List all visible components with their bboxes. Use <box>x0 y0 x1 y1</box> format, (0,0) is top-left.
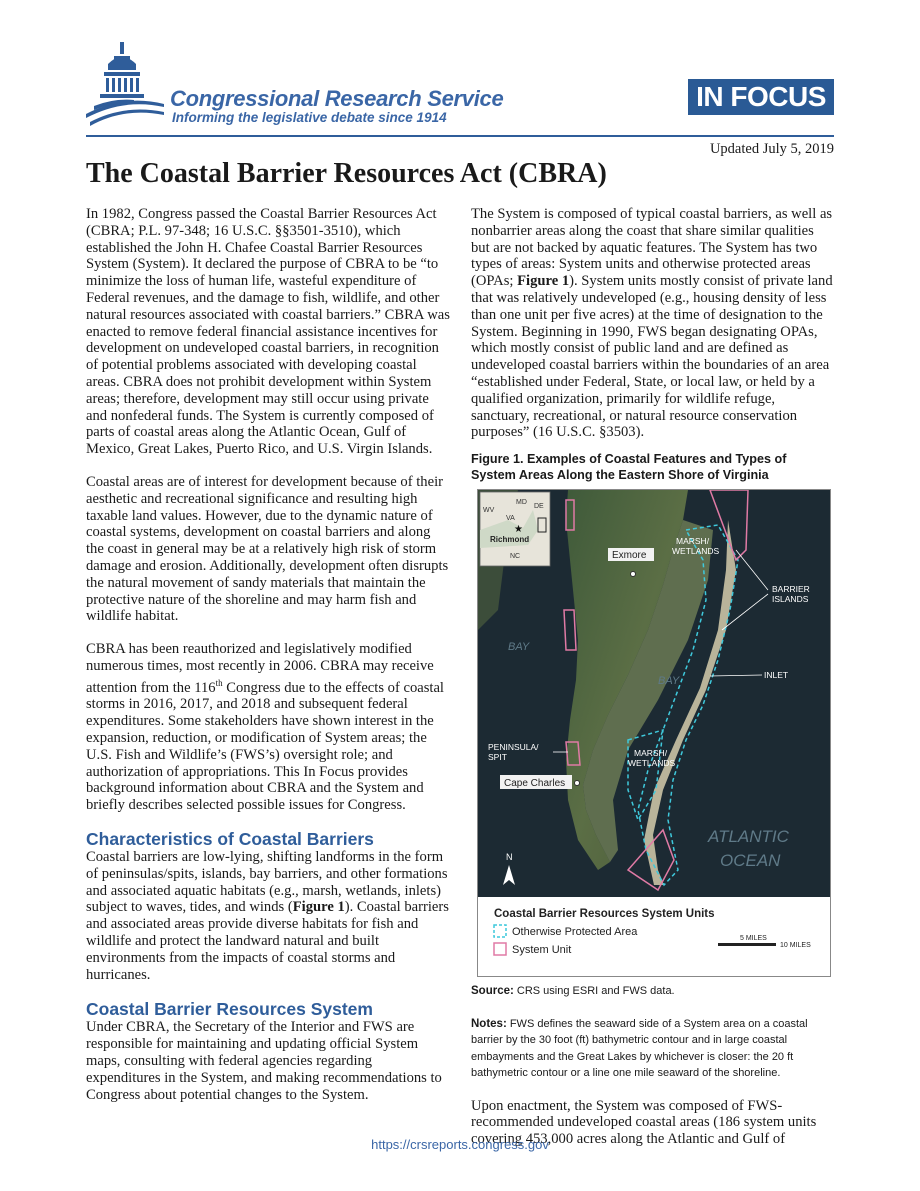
label-barrier-1: BARRIER <box>772 584 810 595</box>
characteristics-paragraph <box>86 849 450 983</box>
page-title: The Coastal Barrier Resources Act (CBRA) <box>86 158 607 189</box>
label-inlet: INLET <box>764 670 789 681</box>
header-divider <box>86 135 834 137</box>
right-column <box>471 206 833 1164</box>
source-label: Source: <box>471 985 514 998</box>
system-paragraph: Under CBRA, the Secretary of the Interior and FWS are responsible for maintaining and updating official System maps, consulting with federal agencies regarding expenditures in the System, and making recommendations to Congress about potential changes to the System. <box>86 1019 442 1103</box>
inset-label-wv: WV <box>483 507 495 515</box>
legend-unit-label: System Unit <box>512 944 572 957</box>
system-types-text-b: ). System units mostly consist of private land that was relatively undeveloped (e.g., housing density of less than one unit per five acres) at the time of designation to the System. Beginning in 1990, FWS began designating OPAs, which mostly consist of public land and are defined as undeveloped coastal barriers within the boundaries of an area “established under Federal, State, or local law, or held by a qualified organization, primarily for wildlife refuge, sanctuary, recreational, or natural resource conservation purposes” (16 U.S.C. §3503). <box>471 273 833 441</box>
inset-label-va: VA <box>506 515 515 523</box>
development-paragraph: Coastal areas are of interest for development because of their aesthetic and recreational significance and resulting high taxable land values. However, due to the dynamic nature of coastal systems, development on coastal barriers and along the coast in general may be at a relatively high risk of storm damage and erosion. Additionally, development often disrupts the natural movement of sandy materials that maintain the protective nature of the shoreline and may harm fish and wildlife habitat. <box>86 473 449 625</box>
label-peninsula-1: PENINSULA/ <box>488 742 539 753</box>
ordinal-suffix: th <box>215 677 223 688</box>
footer-url-link[interactable]: https://crsreports.congress.gov <box>371 1137 549 1152</box>
inset-map <box>480 492 550 566</box>
inset-star-icon: ★ <box>514 524 523 536</box>
org-name: Congressional Research Service <box>170 86 504 111</box>
reauthorization-paragraph <box>86 641 450 814</box>
label-ocean-1: ATLANTIC <box>708 827 789 847</box>
figure-reference: Figure 1 <box>292 899 345 916</box>
place-exmore: Exmore <box>612 550 647 562</box>
source-text: CRS using ESRI and FWS data. <box>513 985 675 998</box>
label-bay-right: BAY <box>658 675 680 688</box>
label-ocean-2: OCEAN <box>720 851 781 871</box>
intro-paragraph: In 1982, Congress passed the Coastal Barrier Resources Act (CBRA; P.L. 97-348; 16 U.S.C. §§3501-3510), which established the John H. Chafee Coastal Barrier Resources System (System). It declared the purpose of CBRA to be “to minimize the loss of human life, wasteful expenditure of Federal revenues, and the damage to fish, wildlife, and other natural resources associated with coastal barriers.” CBRA was enacted to remove federal financial assistance incentives for development on undeveloped coastal barriers, in recognition of potential problems associated with developing coastal areas. CBRA does not prohibit development within System areas; therefore, development may still occur using private and nonfederal funds. The System is currently composed of parts of coastal areas along the Atlantic Ocean, Gulf of Mexico, Great Lakes, Puerto Rico, and U.S. Virgin Islands. <box>86 206 450 458</box>
reauth-text-a: CBRA has been reauthorized and legislatively modified numerous times, most recently in 2006. CBRA may receive attention from the 116 <box>86 641 434 696</box>
place-cape-charles: Cape Charles <box>504 778 566 790</box>
label-marsh-bot-1: MARSH/ <box>634 748 668 759</box>
exmore-dot <box>631 572 636 577</box>
cape-charles-dot <box>575 781 580 786</box>
notes-label: Notes: <box>471 1017 507 1030</box>
legend-unit-swatch-icon <box>494 943 506 955</box>
scale-label-5: 5 MILES <box>740 935 767 943</box>
capitol-dome-logo-icon <box>84 40 166 128</box>
legend-graphic <box>478 897 830 976</box>
map-legend <box>478 897 830 976</box>
figure-map <box>477 489 831 977</box>
label-bay-left: BAY <box>508 641 530 654</box>
org-tagline: Informing the legislative debate since 1914 <box>172 110 447 125</box>
system-types-paragraph <box>471 206 833 441</box>
eastern-shore-map <box>478 490 830 897</box>
figure-reference: Figure 1 <box>517 273 570 290</box>
label-marsh-bot-2: WETLANDS <box>628 758 676 769</box>
figure-caption: Figure 1. Examples of Coastal Features and Types of System Areas Along the Eastern Shore of Virginia <box>471 452 787 483</box>
inset-label-de: DE <box>534 503 544 511</box>
scale-bar <box>718 943 776 946</box>
legend-opa-swatch-icon <box>494 925 506 937</box>
label-barrier-2: ISLANDS <box>772 594 809 605</box>
legend-title: Coastal Barrier Resources System Units <box>494 908 715 921</box>
scale-label-10: 10 MILES <box>780 942 811 950</box>
reauth-text-b: Congress due to the effects of coastal storms in 2016, 2017, and 2018 and subsequent federal expenditures. Some stakeholders have shown interest in the expansion, reduction, or modification of System areas; the U.S. Fish and Wildlife’s (FWS’s) oversight role; and authorization of appropriations. This In Focus provides background information about CBRA and the System and briefly describes selected possible issues for Congress. <box>86 679 444 814</box>
characteristics-text-b: ). Coastal barriers and associated areas provide diverse habitats for fish and wildlife and protect the landward natural and built environments from the impacts of coastal storms and hurricanes. <box>86 899 449 983</box>
enactment-paragraph: Upon enactment, the System was composed of FWS-recommended undeveloped coastal areas (186 system units covering 453,000 acres along the Atlantic and Gulf of <box>471 1097 817 1148</box>
section-heading-characteristics: Characteristics of Coastal Barriers <box>86 828 374 849</box>
updated-date: Updated July 5, 2019 <box>709 141 834 157</box>
characteristics-text-a: Coastal barriers are low-lying, shifting landforms in the form of peninsulas/spits, islands, bay barriers, and other formations and associated aquatic habitats (e.g., marsh, wetlands, inlets) subject to waves, tides, and winds ( <box>86 848 448 916</box>
inset-label-nc: NC <box>510 553 521 561</box>
figure-notes <box>471 1016 833 1082</box>
in-focus-badge: IN FOCUS <box>688 79 834 115</box>
figure-source <box>471 983 833 1000</box>
north-label: N <box>506 852 513 863</box>
notes-text: FWS defines the seaward side of a System area on a coastal barrier by the 30 foot (ft) bathymetric contour and in large coastal embayments and the Great Lakes by whichever is closer: the 20 ft bathymetric contour or a line one mile seaward of the shoreline. <box>471 1017 808 1080</box>
label-marsh-top-2: WETLANDS <box>672 546 720 557</box>
system-types-text-a: The System is composed of typical coastal barriers, as well as nonbarrier areas along the coast that share similar qualities but are not backed by aquatic features. The System has two types of areas: System units and otherwise protected areas (OPAs; <box>471 206 833 290</box>
left-column <box>86 206 450 1119</box>
inset-label-richmond: Richmond <box>490 535 530 545</box>
legend-opa-label: Otherwise Protected Area <box>512 926 638 939</box>
label-marsh-top-1: MARSH/ <box>676 536 710 547</box>
section-heading-system: Coastal Barrier Resources System <box>86 999 373 1020</box>
label-peninsula-2: SPIT <box>488 752 507 763</box>
inset-label-md: MD <box>516 499 527 507</box>
